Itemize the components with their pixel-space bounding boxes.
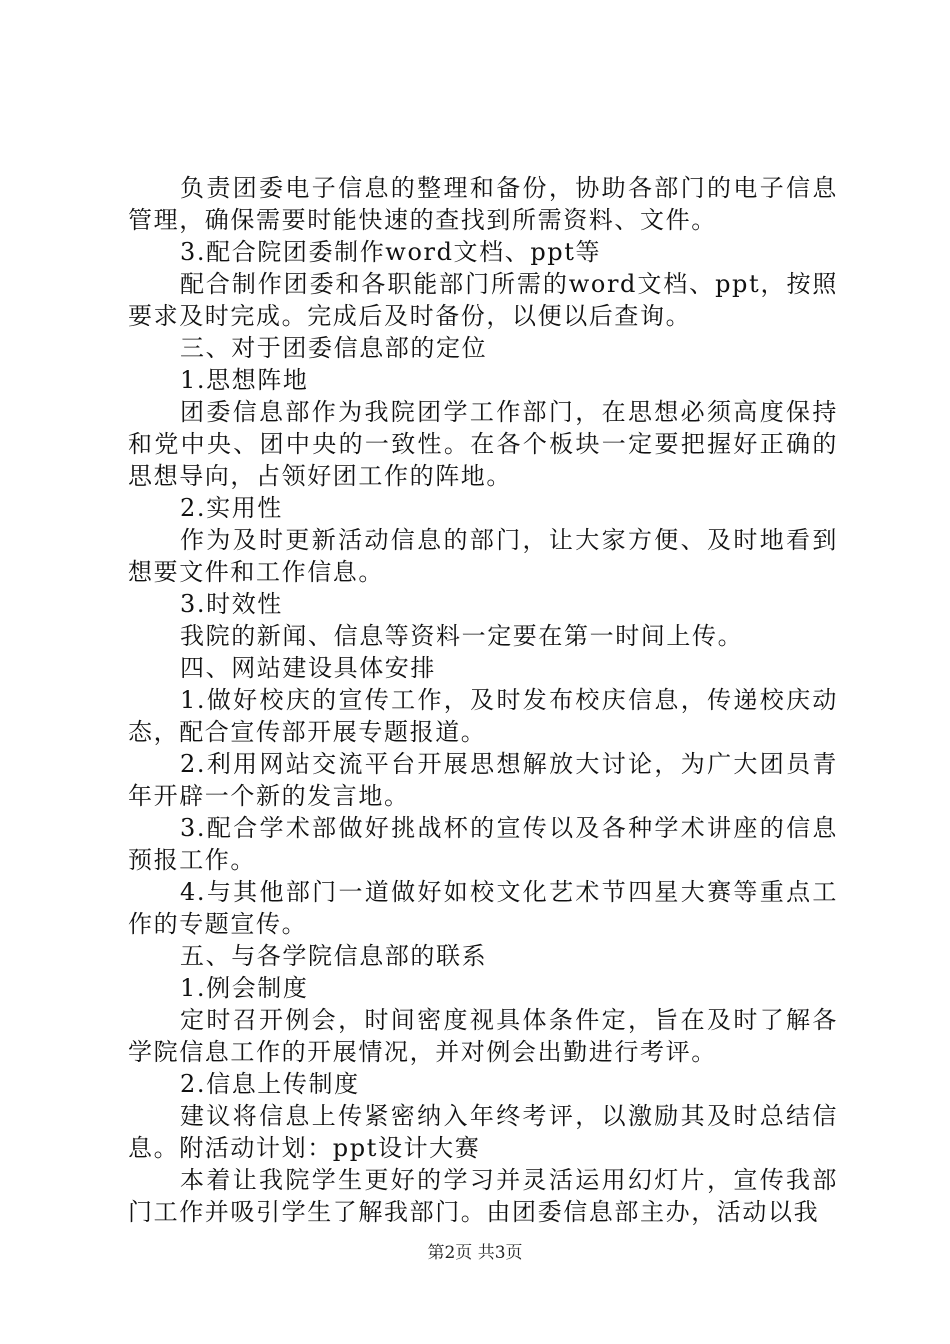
paragraph-19: 2.信息上传制度 [180, 1070, 360, 1098]
paragraph-10: 我院的新闻、信息等资料一定要在第一时间上传。 [180, 622, 744, 650]
document-body [128, 172, 838, 1228]
paragraph-17: 1.例会制度 [180, 974, 309, 1002]
paragraph-18: 定时召开例会，时间密度视具体条件定，旨在及时了解各学院信息工作的开展情况，并对例会出勤进行考评。 [128, 1006, 838, 1066]
section-heading-3: 三、对于团委信息部的定位 [180, 334, 488, 362]
paragraph-2: 3.配合院团委制作word文档、ppt等 [180, 238, 602, 266]
paragraph-9: 3.时效性 [180, 590, 283, 618]
paragraph-8: 作为及时更新活动信息的部门，让大家方便、及时地看到想要文件和工作信息。 [128, 526, 838, 586]
section-heading-4: 四、网站建设具体安排 [180, 654, 436, 682]
paragraph-3: 配合制作团委和各职能部门所需的word文档、ppt，按照要求及时完成。完成后及时备份，以便以后查询。 [128, 270, 838, 330]
paragraph-15: 4.与其他部门一道做好如校文化艺术节四星大赛等重点工作的专题宣传。 [128, 878, 838, 938]
paragraph-5: 1.思想阵地 [180, 366, 309, 394]
paragraph-14: 3.配合学术部做好挑战杯的宣传以及各种学术讲座的信息预报工作。 [128, 814, 838, 874]
paragraph-12: 1.做好校庆的宣传工作，及时发布校庆信息，传递校庆动态，配合宣传部开展专题报道。 [128, 686, 838, 746]
paragraph-13: 2.利用网站交流平台开展思想解放大讨论，为广大团员青年开辟一个新的发言地。 [128, 750, 838, 810]
paragraph-1: 负责团委电子信息的整理和备份，协助各部门的电子信息管理，确保需要时能快速的查找到所需资料、文件。 [128, 174, 838, 234]
paragraph-6: 团委信息部作为我院团学工作部门，在思想必须高度保持和党中央、团中央的一致性。在各个板块一定要把握好正确的思想导向，占领好团工作的阵地。 [128, 398, 838, 490]
page-number-label: 第2页 共3页 [427, 1243, 523, 1263]
paragraph-21: 本着让我院学生更好的学习并灵活运用幻灯片，宣传我部门工作并吸引学生了解我部门。由团委信息部主办，活动以我 [128, 1166, 838, 1226]
page-footer [0, 1242, 950, 1264]
section-heading-5: 五、与各学院信息部的联系 [180, 942, 488, 970]
paragraph-20: 建议将信息上传紧密纳入年终考评，以激励其及时总结信息。附活动计划：ppt设计大赛 [128, 1102, 838, 1162]
paragraph-7: 2.实用性 [180, 494, 283, 522]
